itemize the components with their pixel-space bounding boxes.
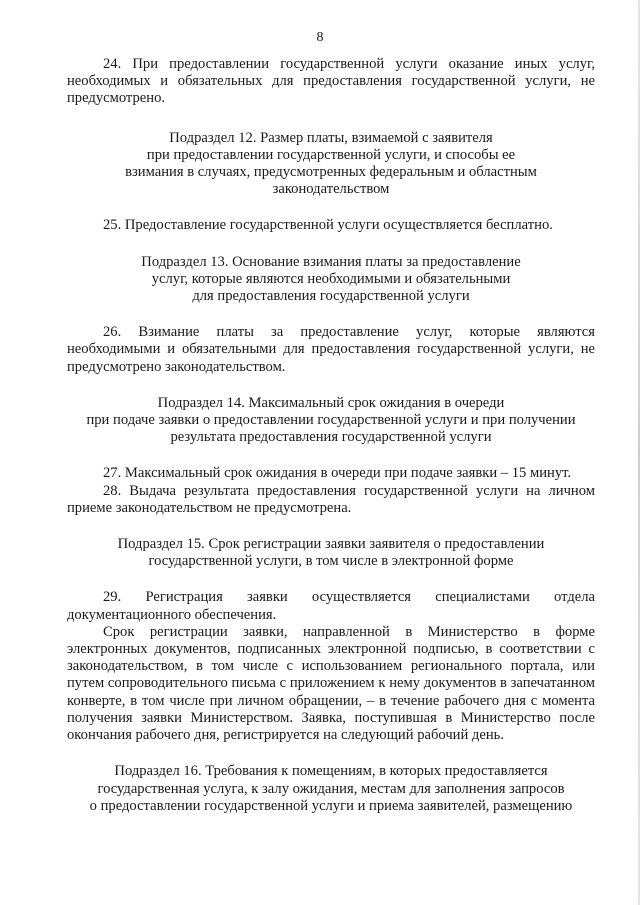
- paragraph-registration-term: Срок регистрации заявки, направленной в Министерство в форме электронных документов, подписанных электронной подписью, в соответствии с законодательством, в том числе с использованием регионального портала, или путем сопроводительного письма с приложением к нему документов в запечатанном конверте, в том числе при личном обращении, – в течение рабочего дня с момента получения заявки Министерством. Заявка, поступившая в Министерство после окончания рабочего дня, регистрируется на следующий рабочий день.: [67, 623, 595, 744]
- paragraph-24: 24. При предоставлении государственной услуги оказание иных услуг, необходимых и обязательных для предоставления государственной услуги, не предусмотрено.: [67, 56, 595, 107]
- document-body: [67, 56, 595, 815]
- heading-subsection-14: [67, 395, 595, 447]
- heading-line: для предоставления государственной услуги: [192, 288, 470, 305]
- paragraph-25: 25. Предоставление государственной услуги осуществляется бесплатно.: [103, 217, 553, 234]
- heading-line: результата предоставления государственной услуги: [170, 429, 492, 446]
- heading-line: законодательством: [272, 181, 390, 198]
- heading-line: Подраздел 14. Максимальный срок ожидания в очереди: [157, 394, 505, 411]
- heading-line: взимания в случаях, предусмотренных федеральным и областным: [125, 164, 537, 181]
- heading-line: государственной услуги, в том числе в электронной форме: [148, 553, 514, 570]
- heading-subsection-15: [67, 536, 595, 570]
- heading-subsection-16: [67, 763, 595, 815]
- heading-line: Подраздел 16. Требования к помещениям, в которых предоставляется: [114, 763, 548, 780]
- heading-line: услуг, которые являются необходимыми и обязательными: [151, 270, 511, 287]
- heading-line: Подраздел 12. Размер платы, взимаемой с заявителя: [169, 129, 493, 146]
- heading-line: о предоставлении государственной услуги и приема заявителей, размещению: [89, 797, 573, 814]
- page-number: 8: [316, 30, 324, 45]
- heading-line: Подраздел 15. Срок регистрации заявки заявителя о предоставлении: [117, 536, 545, 553]
- paragraph-27: 27. Максимальный срок ожидания в очереди при подаче заявки – 15 минут.: [103, 465, 572, 482]
- paragraph-29: 29. Регистрация заявки осуществляется специалистами отдела документационного обеспечения.: [67, 589, 595, 623]
- heading-line: при подаче заявки о предоставлении государственной услуги и при получении: [86, 412, 576, 429]
- heading-line: государственная услуга, к залу ожидания, местам для заполнения запросов: [97, 780, 565, 797]
- heading-line: Подраздел 13. Основание взимания платы за предоставление: [141, 253, 521, 270]
- heading-subsection-12: [67, 130, 595, 199]
- paragraph-26: 26. Взимание платы за предоставление услуг, которые являются необходимыми и обязательными для предоставления государственной услуги, не предусмотрено законодательством.: [67, 324, 595, 375]
- heading-subsection-13: [67, 254, 595, 306]
- heading-line: при предоставлении государственной услуги, и способы ее: [146, 146, 516, 163]
- paragraph-28: 28. Выдача результата предоставления государственной услуги на личном приеме законодательством не предусмотрена.: [67, 482, 595, 516]
